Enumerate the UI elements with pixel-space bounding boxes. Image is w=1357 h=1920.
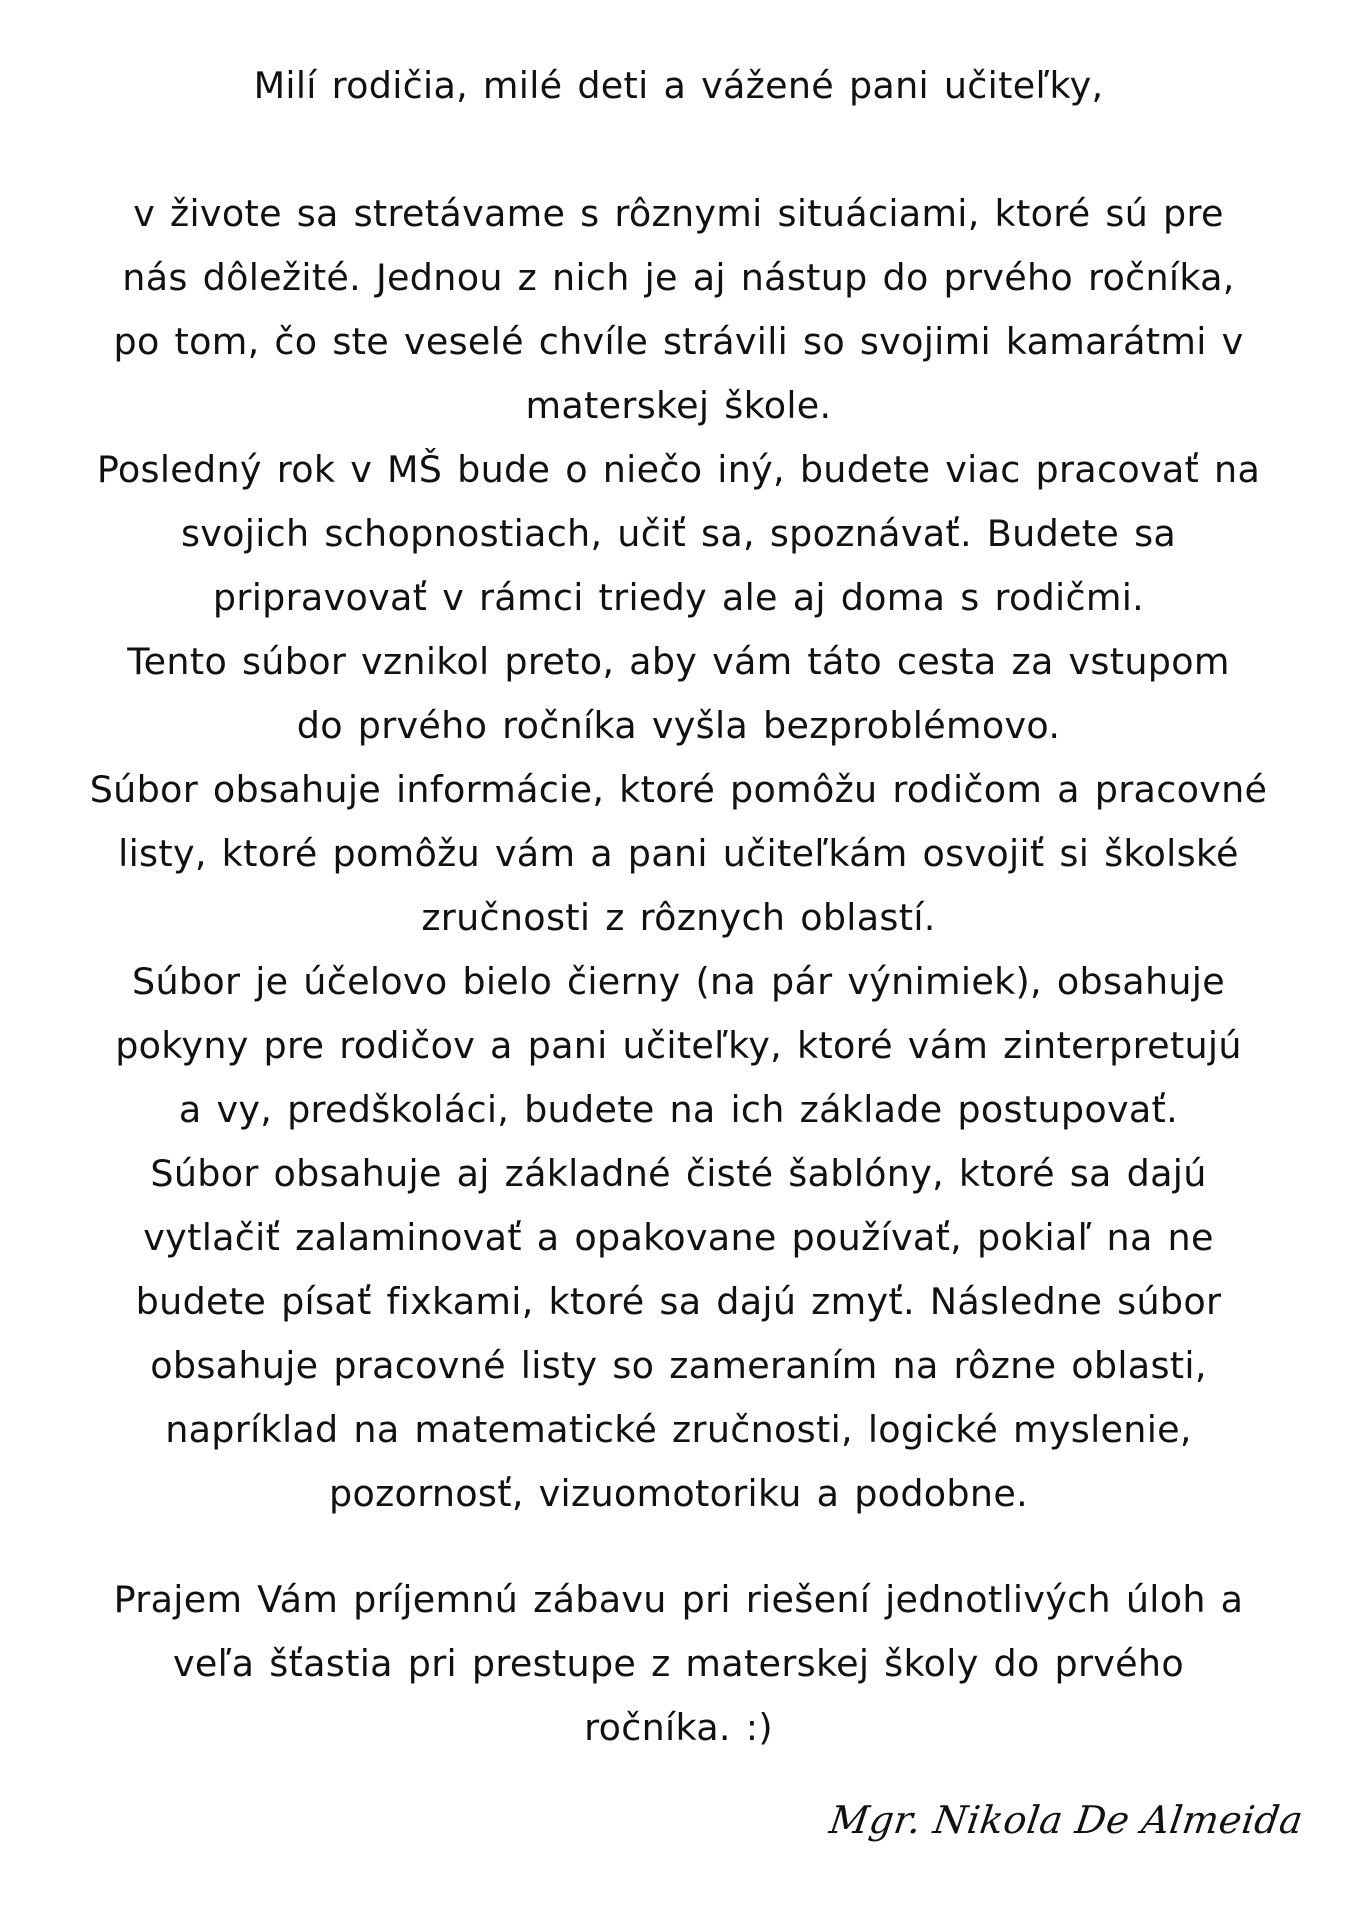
body-line: obsahuje pracovné listy so zameraním na rôzne oblasti, [150,1344,1207,1387]
body-line: Posledný rok v MŠ bude o niečo iný, budete viac pracovať na [96,448,1261,491]
body-line: do prvého ročníka vyšla bezproblémovo. [296,704,1061,747]
body-line: zručnosti z rôznych oblastí. [421,896,936,939]
body-line: napríklad na matematické zručnosti, logické myslenie, [165,1408,1192,1451]
body-line: materskej škole. [525,384,832,427]
body-line: po tom, čo ste veselé chvíle strávili so svojimi kamarátmi v [113,320,1244,363]
body-line: budete písať fixkami, ktoré sa dajú zmyť. Následne súbor [135,1280,1222,1323]
body-line: Súbor je účelovo bielo čierny (na pár výnimiek), obsahuje [131,960,1226,1003]
body-line: a vy, predškoláci, budete na ich základe postupovať. [178,1088,1179,1131]
greeting-line: Milí rodičia, milé deti a vážené pani učiteľky, [253,64,1104,107]
body-line: vytlačiť zalaminovať a opakovane používať, pokiaľ na ne [143,1216,1214,1259]
body-line: Súbor obsahuje aj základné čisté šablóny, ktoré sa dajú [150,1152,1207,1195]
body-line: v živote sa stretávame s rôznymi situáciami, ktoré sú pre [133,192,1224,235]
body-line: listy, ktoré pomôžu vám a pani učiteľkám osvojiť si školské [118,832,1239,875]
closing-line: ročníka. :) [584,1706,773,1749]
body-line: nás dôležité. Jednou z nich je aj nástup do prvého ročníka, [122,256,1235,299]
body-line: svojich schopnostiach, učiť sa, spoznávať. Budete sa [180,512,1177,555]
closing-paragraph [40,1568,1317,1760]
body-line: pozornosť, vizuomotoriku a podobne. [329,1472,1028,1515]
body-line: pokyny pre rodičov a pani učiteľky, ktoré vám zinterpretujú [115,1024,1242,1067]
letter-body [40,182,1317,1526]
closing-line: Prajem Vám príjemnú zábavu pri riešení jednotlivých úloh a [113,1578,1244,1621]
body-line: Súbor obsahuje informácie, ktoré pomôžu rodičom a pracovné [89,768,1268,811]
body-line: Tento súbor vznikol preto, aby vám táto cesta za vstupom [127,640,1230,683]
greeting [40,54,1317,118]
closing-line: veľa šťastia pri prestupe z materskej školy do prvého [172,1642,1185,1685]
body-line: pripravovať v rámci triedy ale aj doma s rodičmi. [212,576,1145,619]
author-signature: Mgr. Nikola De Almeida [826,1798,1306,1842]
